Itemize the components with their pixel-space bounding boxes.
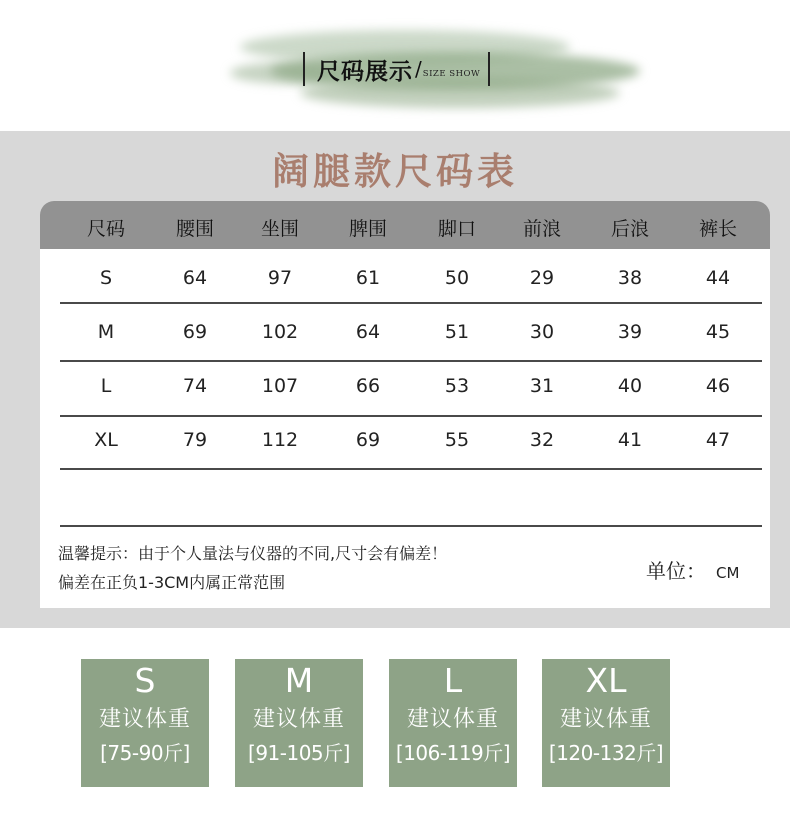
unit-indicator xyxy=(646,555,739,584)
unit-value: CM xyxy=(716,564,740,582)
weight-card-label: 建议体重 xyxy=(406,707,499,732)
cell-hem: 53 xyxy=(444,375,470,397)
weight-card-range: [75-90斤] xyxy=(100,741,190,765)
cell-hip: 97 xyxy=(267,267,293,289)
weight-card-label: 建议体重 xyxy=(559,707,652,732)
cell-size: L xyxy=(100,375,112,397)
weight-card-range: [91-105斤] xyxy=(248,741,350,765)
row-divider xyxy=(60,468,762,470)
weight-card-size: M xyxy=(284,661,314,700)
cell-thigh: 66 xyxy=(355,375,381,397)
header-cell-length: 裤长 xyxy=(698,218,738,240)
heading-subtitle: SIZE SHOW xyxy=(422,69,481,79)
section-heading xyxy=(303,50,490,88)
cell-back-rise: 40 xyxy=(617,375,643,397)
cell-size: M xyxy=(97,321,115,343)
weight-card-size: L xyxy=(443,661,463,700)
weight-card-range: [120-132斤] xyxy=(548,741,664,765)
table-row xyxy=(40,357,770,411)
cell-size: XL xyxy=(94,429,118,451)
cell-thigh: 64 xyxy=(355,321,381,343)
cell-hem: 55 xyxy=(444,429,470,451)
cell-back-rise: 41 xyxy=(617,429,643,451)
cell-waist: 64 xyxy=(182,267,208,289)
row-divider xyxy=(60,525,762,527)
cell-hip: 112 xyxy=(261,429,299,451)
cell-thigh: 69 xyxy=(355,429,381,451)
cell-front-rise: 30 xyxy=(529,321,555,343)
cell-back-rise: 39 xyxy=(617,321,643,343)
table-row xyxy=(40,303,770,357)
cell-hem: 51 xyxy=(444,321,470,343)
cell-waist: 74 xyxy=(182,375,208,397)
cell-length: 44 xyxy=(705,267,731,289)
cell-hem: 50 xyxy=(444,267,470,289)
cell-waist: 69 xyxy=(182,321,208,343)
table-row xyxy=(40,411,770,465)
row-divider xyxy=(60,360,762,362)
cell-front-rise: 32 xyxy=(529,429,555,451)
header-cell-waist: 腰围 xyxy=(175,218,215,240)
cell-front-rise: 29 xyxy=(529,267,555,289)
heading-right-bar xyxy=(488,52,490,86)
tip-note: 温馨提示：由于个人量法与仪器的不同,尺寸会有偏差！ xyxy=(58,544,448,563)
weight-card-s xyxy=(81,659,209,787)
table-row xyxy=(40,249,770,303)
weight-card-range: [106-119斤] xyxy=(395,741,511,765)
size-chart-title: 阔腿款尺码表 xyxy=(272,150,518,193)
heading-slash: / xyxy=(415,57,422,81)
heading-left-bar xyxy=(303,52,305,86)
cell-waist: 79 xyxy=(182,429,208,451)
weight-card-label: 建议体重 xyxy=(98,707,191,732)
weight-card-label: 建议体重 xyxy=(252,707,345,732)
header-cell-back-rise: 后浪 xyxy=(610,218,650,240)
cell-length: 45 xyxy=(705,321,731,343)
cell-size: S xyxy=(99,267,113,289)
cell-length: 46 xyxy=(705,375,731,397)
weight-card-size: S xyxy=(134,661,156,700)
row-divider xyxy=(60,302,762,304)
cell-back-rise: 38 xyxy=(617,267,643,289)
header-cell-size: 尺码 xyxy=(86,218,126,240)
unit-label: 单位： xyxy=(646,559,706,583)
table-header xyxy=(40,201,770,249)
header-cell-hip: 坐围 xyxy=(260,218,300,240)
weight-card-xl xyxy=(542,659,670,787)
weight-card-m xyxy=(235,659,363,787)
heading-title: 尺码展示 xyxy=(317,58,413,85)
cell-front-rise: 31 xyxy=(529,375,555,397)
tolerance-note: 偏差在正负1-3CM内属正常范围 xyxy=(58,573,286,592)
header-cell-thigh: 脾围 xyxy=(348,218,388,240)
header-cell-front-rise: 前浪 xyxy=(522,218,562,240)
size-chart-card xyxy=(40,201,770,608)
weight-card-l xyxy=(389,659,517,787)
cell-hip: 102 xyxy=(261,321,299,343)
cell-thigh: 61 xyxy=(355,267,381,289)
row-divider xyxy=(60,415,762,417)
header-cell-hem: 脚口 xyxy=(437,218,477,240)
weight-card-size: XL xyxy=(585,661,627,700)
cell-hip: 107 xyxy=(261,375,299,397)
cell-length: 47 xyxy=(705,429,731,451)
